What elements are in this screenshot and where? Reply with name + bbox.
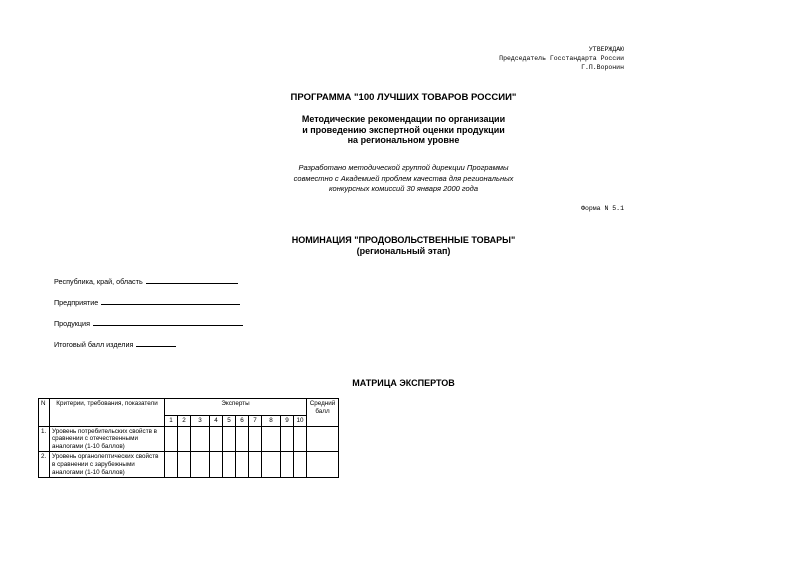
expert-number-cell: 3 (191, 416, 210, 427)
approval-signatory: Г.П.Воронин (581, 64, 624, 71)
score-cell (294, 426, 307, 452)
approval-block (499, 45, 624, 72)
total-score-blank-line (136, 339, 176, 347)
expert-number-cell: 5 (223, 416, 236, 427)
score-cell (178, 452, 191, 478)
score-cell (281, 452, 294, 478)
expert-number-cell: 10 (294, 416, 307, 427)
enterprise-field (54, 297, 240, 307)
expert-number-cell: 1 (165, 416, 178, 427)
nomination-title (0, 235, 807, 256)
method-title (0, 114, 807, 146)
score-cell (262, 426, 281, 452)
product-blank-line (93, 318, 243, 326)
developed-note (0, 163, 807, 195)
nomination-stage: (региональный этап) (356, 245, 451, 256)
score-cell (210, 452, 223, 478)
score-cell (165, 452, 178, 478)
expert-number-cell: 6 (236, 416, 249, 427)
header-experts: Эксперты (165, 399, 307, 416)
row-criterion: Уровень органолептических свойств в сравнении с зарубежными аналогами (1-10 баллов) (50, 452, 165, 478)
row-number: 2. (39, 452, 50, 478)
score-cell (281, 426, 294, 452)
header-number: N (39, 399, 50, 427)
region-blank-line (146, 276, 238, 284)
header-average: Средний балл (307, 399, 339, 427)
table-row (39, 452, 339, 478)
nomination-line: НОМИНАЦИЯ "ПРОДОВОЛЬСТВЕННЫЕ ТОВАРЫ" (291, 235, 516, 245)
method-title-line: и проведению экспертной оценки продукции (302, 124, 505, 135)
score-cell (191, 452, 210, 478)
score-cell (236, 452, 249, 478)
average-cell (307, 452, 339, 478)
approval-word: УТВЕРЖДАЮ (588, 46, 624, 53)
expert-number-cell: 8 (262, 416, 281, 427)
region-field (54, 276, 238, 286)
product-label: Продукция (54, 319, 90, 328)
total-score-label: Итоговый балл изделия (54, 340, 134, 349)
header-criteria: Критерии, требования, показатели (50, 399, 165, 427)
expert-number-cell: 9 (281, 416, 294, 427)
enterprise-blank-line (101, 297, 240, 305)
expert-number-cell: 7 (249, 416, 262, 427)
expert-number-cell: 2 (178, 416, 191, 427)
approval-position: Председатель Госстандарта России (499, 55, 624, 62)
score-cell (191, 426, 210, 452)
experts-matrix-table (38, 398, 339, 478)
row-criterion: Уровень потребительских свойств в сравнении с отечественными аналогами (1-10 баллов) (50, 426, 165, 452)
score-cell (236, 426, 249, 452)
table-row (39, 426, 339, 452)
matrix-title: МАТРИЦА ЭКСПЕРТОВ (352, 378, 455, 388)
form-number: Форма N 5.1 (581, 205, 624, 212)
developed-line: совместно с Академией проблем качества для региональных (293, 173, 514, 183)
average-cell (307, 426, 339, 452)
table-header-row (39, 399, 339, 416)
score-cell (294, 452, 307, 478)
total-score-field (54, 339, 176, 349)
score-cell (223, 426, 236, 452)
score-cell (223, 452, 236, 478)
expert-number-cell: 4 (210, 416, 223, 427)
product-field (54, 318, 243, 328)
score-cell (249, 426, 262, 452)
enterprise-label: Предприятие (54, 298, 99, 307)
score-cell (262, 452, 281, 478)
score-cell (210, 426, 223, 452)
method-title-line: на региональном уровне (347, 135, 460, 145)
developed-line: Разработано методической группой дирекции Программы (298, 163, 509, 172)
score-cell (165, 426, 178, 452)
method-title-line: Методические рекомендации по организации (301, 114, 506, 124)
program-title: ПРОГРАММА "100 ЛУЧШИХ ТОВАРОВ РОССИИ" (290, 92, 517, 103)
region-label: Республика, край, область (54, 277, 143, 286)
developed-line: конкурсных комиссий 30 января 2000 года (328, 184, 478, 193)
score-cell (249, 452, 262, 478)
row-number: 1. (39, 426, 50, 452)
score-cell (178, 426, 191, 452)
